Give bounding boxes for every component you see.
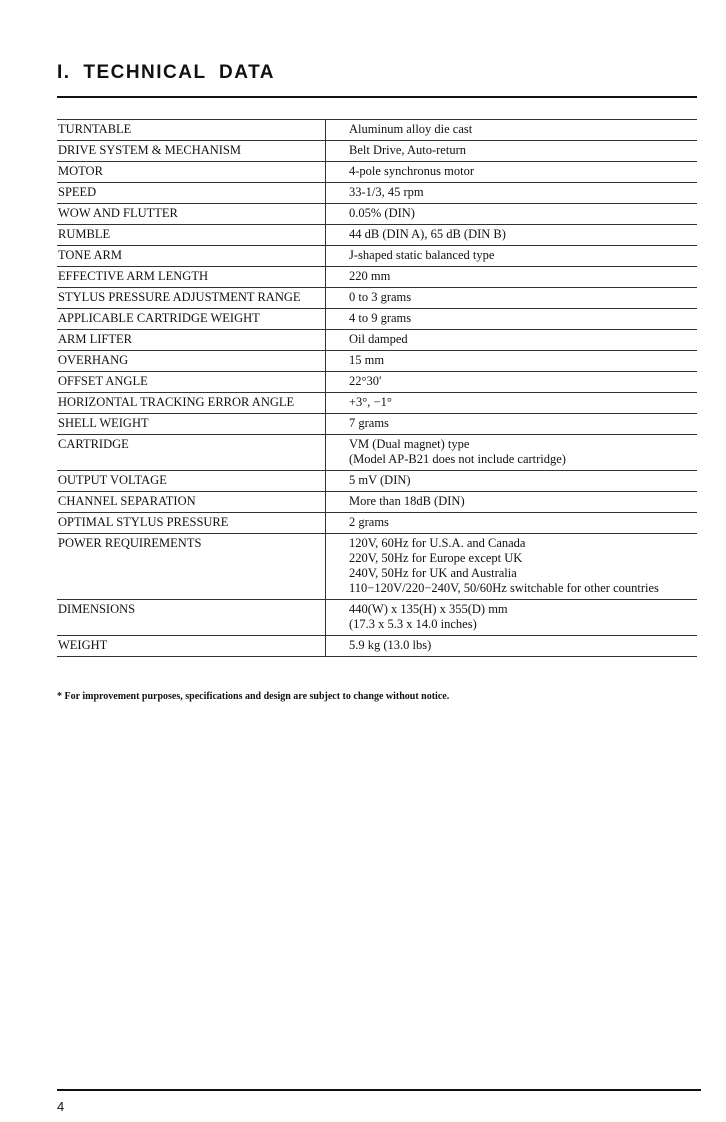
spec-row bbox=[57, 183, 697, 204]
spec-value bbox=[326, 120, 698, 141]
spec-label: CHANNEL SEPARATION bbox=[57, 492, 326, 513]
spec-label: DIMENSIONS bbox=[57, 600, 326, 636]
spec-value bbox=[326, 141, 698, 162]
spec-label: DRIVE SYSTEM & MECHANISM bbox=[57, 141, 326, 162]
spec-label: OUTPUT VOLTAGE bbox=[57, 471, 326, 492]
spec-row bbox=[57, 309, 697, 330]
spec-value bbox=[326, 435, 698, 471]
spec-value-line: 33-1/3, 45 rpm bbox=[349, 185, 424, 199]
spec-value bbox=[326, 414, 698, 435]
spec-value-line: 240V, 50Hz for UK and Australia bbox=[349, 566, 517, 580]
spec-row bbox=[57, 492, 697, 513]
spec-row bbox=[57, 225, 697, 246]
spec-value bbox=[326, 471, 698, 492]
spec-value-line: 5.9 kg (13.0 lbs) bbox=[349, 638, 432, 652]
title-rule bbox=[57, 96, 697, 98]
spec-row bbox=[57, 288, 697, 309]
spec-label: OPTIMAL STYLUS PRESSURE bbox=[57, 513, 326, 534]
spec-label: MOTOR bbox=[57, 162, 326, 183]
spec-value bbox=[326, 267, 698, 288]
spec-value-line: Belt Drive, Auto-return bbox=[349, 143, 466, 157]
technical-data-table bbox=[57, 119, 697, 657]
spec-label: RUMBLE bbox=[57, 225, 326, 246]
spec-value-line: 7 grams bbox=[349, 416, 389, 430]
spec-value bbox=[326, 372, 698, 393]
spec-value bbox=[326, 330, 698, 351]
spec-value-line: 220V, 50Hz for Europe except UK bbox=[349, 551, 523, 565]
spec-value bbox=[326, 636, 698, 657]
spec-value-line: More than 18dB (DIN) bbox=[349, 494, 465, 508]
spec-value-line: 22°30′ bbox=[349, 374, 382, 388]
spec-row bbox=[57, 372, 697, 393]
page-title: I. TECHNICAL DATA bbox=[57, 62, 275, 83]
spec-value-line: (17.3 x 5.3 x 14.0 inches) bbox=[349, 617, 477, 631]
spec-label: POWER REQUIREMENTS bbox=[57, 534, 326, 600]
spec-value-line: 0.05% (DIN) bbox=[349, 206, 415, 220]
footer-rule bbox=[57, 1089, 701, 1091]
spec-value bbox=[326, 162, 698, 183]
spec-label: SPEED bbox=[57, 183, 326, 204]
spec-value-line: Aluminum alloy die cast bbox=[349, 122, 473, 136]
spec-label: HORIZONTAL TRACKING ERROR ANGLE bbox=[57, 393, 326, 414]
spec-value-line: 4-pole synchronus motor bbox=[349, 164, 474, 178]
spec-label: TURNTABLE bbox=[57, 120, 326, 141]
spec-label: STYLUS PRESSURE ADJUSTMENT RANGE bbox=[57, 288, 326, 309]
spec-value-line: 0 to 3 grams bbox=[349, 290, 412, 304]
spec-row bbox=[57, 267, 697, 288]
spec-row bbox=[57, 600, 697, 636]
spec-value-line: 2 grams bbox=[349, 515, 389, 529]
footnote: * For improvement purposes, specifications and design are subject to change without notice. bbox=[57, 691, 450, 702]
spec-value bbox=[326, 225, 698, 246]
spec-row bbox=[57, 204, 697, 225]
page-number: 4 bbox=[57, 1099, 65, 1114]
spec-value bbox=[326, 288, 698, 309]
spec-value-line: 220 mm bbox=[349, 269, 391, 283]
spec-row bbox=[57, 534, 697, 600]
spec-label: OFFSET ANGLE bbox=[57, 372, 326, 393]
spec-row bbox=[57, 636, 697, 657]
spec-row bbox=[57, 513, 697, 534]
spec-row bbox=[57, 120, 697, 141]
spec-value-line: +3°, −1° bbox=[349, 395, 392, 409]
spec-label: OVERHANG bbox=[57, 351, 326, 372]
spec-value-line: 44 dB (DIN A), 65 dB (DIN B) bbox=[349, 227, 506, 241]
spec-row bbox=[57, 471, 697, 492]
spec-value-line: J-shaped static balanced type bbox=[349, 248, 495, 262]
spec-value-line: Oil damped bbox=[349, 332, 408, 346]
spec-row bbox=[57, 141, 697, 162]
spec-label: APPLICABLE CARTRIDGE WEIGHT bbox=[57, 309, 326, 330]
spec-value-line: 110−120V/220−240V, 50/60Hz switchable for other countries bbox=[349, 581, 659, 595]
spec-row bbox=[57, 246, 697, 267]
spec-label: SHELL WEIGHT bbox=[57, 414, 326, 435]
spec-value-line: (Model AP-B21 does not include cartridge) bbox=[349, 452, 566, 466]
spec-value-line: 15 mm bbox=[349, 353, 385, 367]
spec-row bbox=[57, 414, 697, 435]
spec-label: TONE ARM bbox=[57, 246, 326, 267]
spec-value bbox=[326, 204, 698, 225]
spec-label: EFFECTIVE ARM LENGTH bbox=[57, 267, 326, 288]
spec-label: CARTRIDGE bbox=[57, 435, 326, 471]
spec-value bbox=[326, 492, 698, 513]
spec-value bbox=[326, 246, 698, 267]
spec-value bbox=[326, 309, 698, 330]
spec-value bbox=[326, 183, 698, 204]
spec-value bbox=[326, 393, 698, 414]
spec-value bbox=[326, 600, 698, 636]
technical-data-table-body bbox=[57, 120, 697, 657]
spec-value bbox=[326, 534, 698, 600]
spec-value bbox=[326, 513, 698, 534]
spec-row bbox=[57, 351, 697, 372]
spec-label: WEIGHT bbox=[57, 636, 326, 657]
spec-label: ARM LIFTER bbox=[57, 330, 326, 351]
spec-label: WOW AND FLUTTER bbox=[57, 204, 326, 225]
spec-value-line: 5 mV (DIN) bbox=[349, 473, 411, 487]
spec-value bbox=[326, 351, 698, 372]
spec-value-line: 120V, 60Hz for U.S.A. and Canada bbox=[349, 536, 526, 550]
spec-value-line: 4 to 9 grams bbox=[349, 311, 412, 325]
spec-row bbox=[57, 162, 697, 183]
spec-row bbox=[57, 435, 697, 471]
spec-row bbox=[57, 393, 697, 414]
spec-value-line: VM (Dual magnet) type bbox=[349, 437, 470, 451]
spec-row bbox=[57, 330, 697, 351]
spec-value-line: 440(W) x 135(H) x 355(D) mm bbox=[349, 602, 508, 616]
